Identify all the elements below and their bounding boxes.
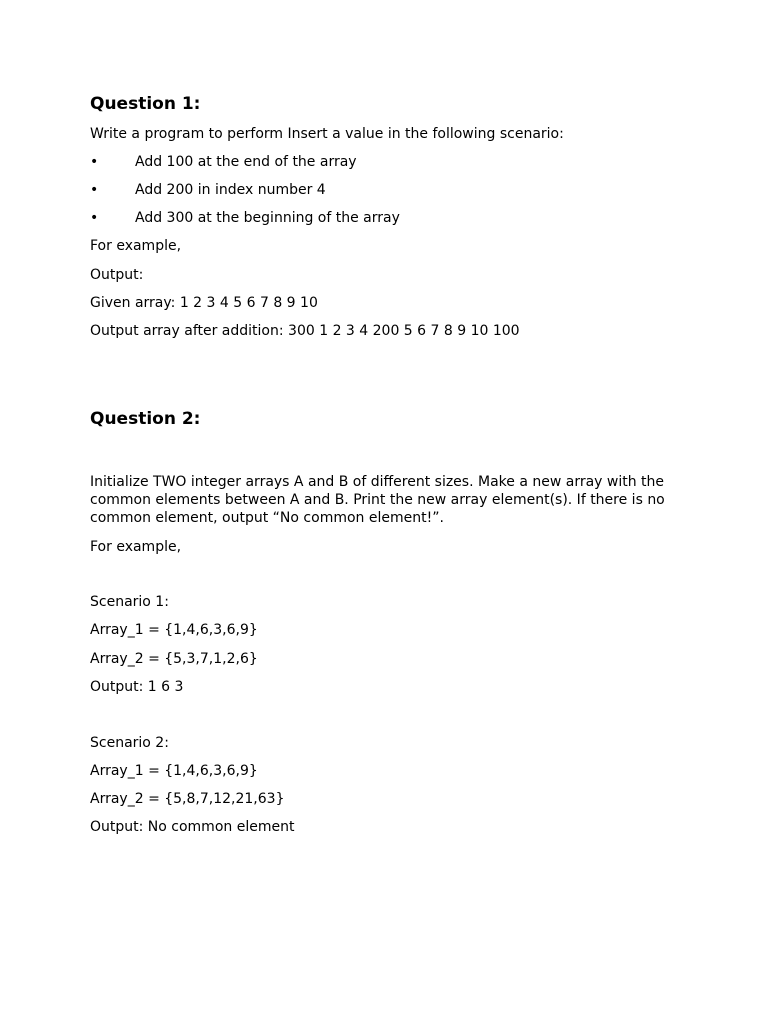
bullet-icon: • [90,182,99,198]
question-1-output-label: Output: [90,267,144,283]
scenario-2-label: Scenario 2: [90,735,169,751]
bullet-text: Add 200 in index number 4 [135,182,326,198]
question-2-description: Initialize TWO integer arrays A and B of different sizes. Make a new array with the common elements between A and B. Print the new array element(s). If there is no common element, output “No common element!”. [90,474,665,526]
bullet-icon: • [90,210,99,226]
scenario-2-array-2: Array_2 = {5,8,7,12,21,63} [90,791,285,807]
bullet-item [90,153,690,171]
question-1-example-label: For example, [90,238,182,254]
scenario-1-output: Output: 1 6 3 [90,679,184,695]
question-1-intro: Write a program to perform Insert a value in the following scenario: [90,126,564,142]
scenario-2-array-1: Array_1 = {1,4,6,3,6,9} [90,763,258,779]
bullet-text: Add 300 at the beginning of the array [135,210,400,226]
question-2-title: Question 2: [90,409,201,429]
scenario-1-array-2: Array_2 = {5,3,7,1,2,6} [90,651,258,667]
bullet-item [90,181,690,199]
question-1-title: Question 1: [90,94,201,114]
scenario-1-array-1: Array_1 = {1,4,6,3,6,9} [90,622,258,638]
scenario-2-output: Output: No common element [90,819,295,835]
question-1-given-array: Given array: 1 2 3 4 5 6 7 8 9 10 [90,295,318,311]
bullet-icon: • [90,154,99,170]
bullet-text: Add 100 at the end of the array [135,154,357,170]
question-2-example-label: For example, [90,539,182,555]
question-1-result-array: Output array after addition: 300 1 2 3 4 200 5 6 7 8 9 10 100 [90,323,520,339]
scenario-1-label: Scenario 1: [90,594,169,610]
bullet-item [90,209,690,227]
